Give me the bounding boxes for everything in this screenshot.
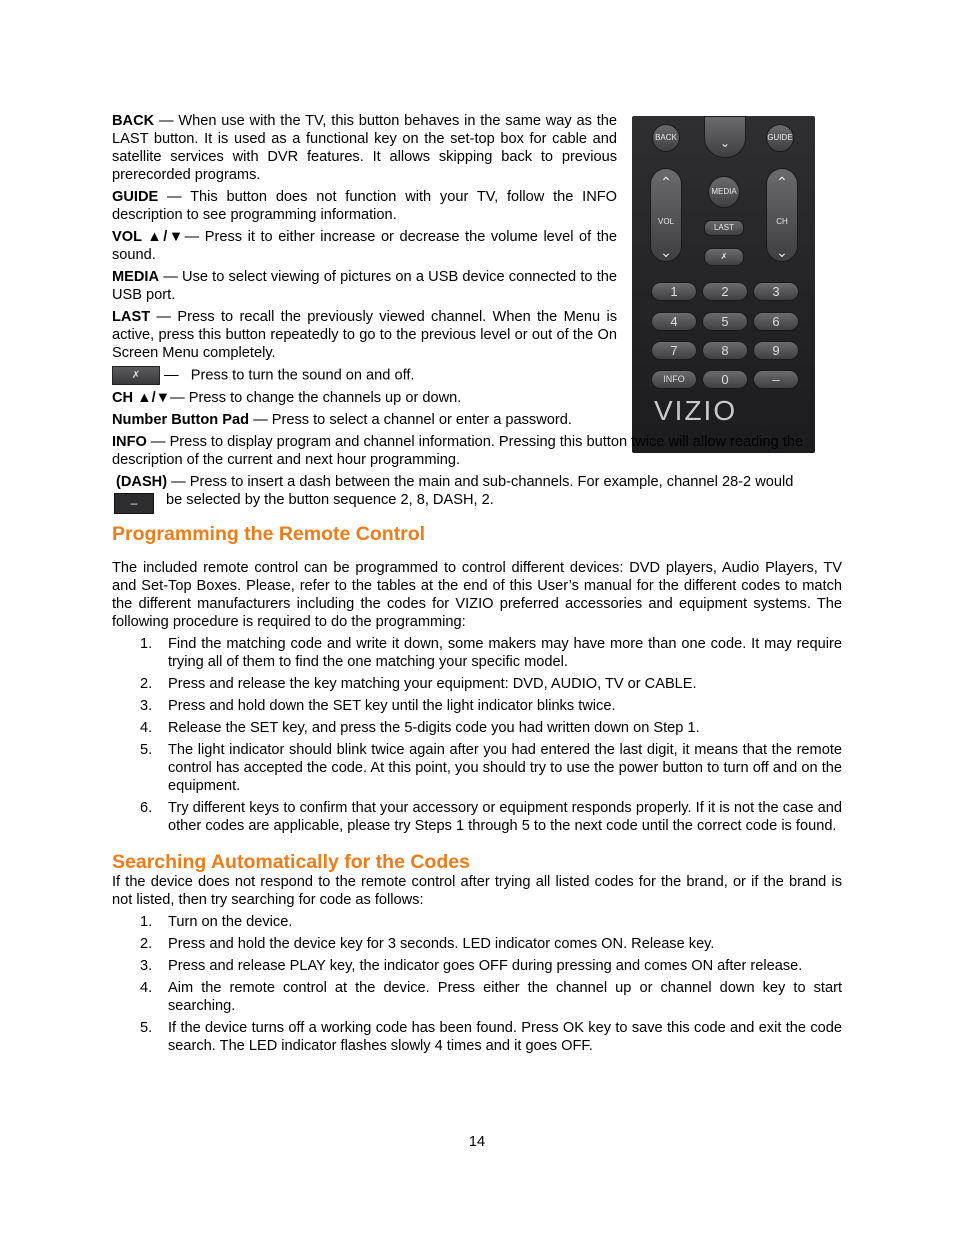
programming-intro: The included remote control can be programmed to control different devices: DVD players, Audio Players, TV and Set-Top Boxes. Please, refer to the tables at the end of this User’s manual for the different codes to match the different manufacturers including the codes for VIZIO preferred accessories and equipment systems. The following procedure is required to do the programming: [112, 560, 842, 630]
ch-text: — Press to change the channels up or down. [170, 390, 462, 406]
remote-back-button: BACK [652, 124, 680, 152]
guide-term: GUIDE [112, 189, 159, 205]
guide-description [112, 188, 617, 224]
info-description [112, 433, 842, 469]
last-description [112, 308, 617, 362]
step-text: Try different keys to confirm that your accessory or equipment responds properly. If it is not the case and other codes are applicable, please try Steps 1 through 5 to the next code until the correct code is found. [168, 800, 842, 834]
remote-digit-6: 6 [753, 312, 799, 331]
dash-line2: be selected by the button sequence 2, 8, DASH, 2. [166, 492, 494, 508]
programming-steps [112, 635, 842, 835]
remote-digit-0: 0 [702, 370, 748, 389]
step-text: Press and hold down the SET key until the light indicator blinks twice. [168, 698, 616, 714]
media-text: — Use to select viewing of pictures on a USB device connected to the USB port. [112, 269, 617, 303]
ch-down-icon: ⌄ [776, 244, 788, 260]
remote-digit-3: 3 [753, 282, 799, 301]
step-text: Press and release the key matching your equipment: DVD, AUDIO, TV or CABLE. [168, 676, 697, 692]
dash-term: (DASH) [116, 474, 168, 490]
step-text: If the device turns off a working code has been found. Press OK key to save this code and exit the code search. The LED indicator flashes slowly 4 times and it goes OFF. [168, 1020, 842, 1054]
media-description [112, 268, 617, 304]
step-number: 2. [140, 676, 153, 692]
remote-vol-label: VOL [657, 217, 674, 226]
last-text: — Press to recall the previously viewed channel. When the Menu is active, press this button repeatedly to go to the previous level or out of the On Screen Menu completely. [112, 309, 617, 361]
step-text: Press and release PLAY key, the indicator goes OFF during pressing and comes ON after release. [168, 958, 803, 974]
remote-nav-ring: ⌄ [704, 116, 746, 158]
vol-term: VOL ▲/▼ [112, 229, 185, 245]
step-number: 6. [140, 800, 153, 816]
searching-step [112, 1019, 842, 1055]
searching-step [112, 913, 842, 931]
numpad-text: — Press to select a channel or enter a password. [249, 412, 572, 428]
remote-digit-9: 9 [753, 341, 799, 360]
vol-description [112, 228, 617, 264]
mute-icon: ✗ [131, 370, 141, 381]
mute-description [112, 366, 617, 385]
searching-step [112, 935, 842, 953]
page-number: 14 [468, 1134, 486, 1150]
back-term: BACK [112, 113, 155, 129]
remote-digit-1: 1 [651, 282, 697, 301]
step-number: 3. [140, 698, 153, 714]
guide-text: — This button does not function with your TV, follow the INFO description to see programming information. [112, 189, 617, 223]
numpad-term: Number Button Pad [112, 412, 250, 428]
searching-step [112, 979, 842, 1015]
vol-down-icon: ⌄ [660, 244, 672, 260]
step-text: Turn on the device. [168, 914, 293, 930]
step-number: 5. [140, 1020, 153, 1036]
step-text: Release the SET key, and press the 5-digits code you had written down on Step 1. [168, 720, 700, 736]
vol-text: — Press it to either increase or decrease the volume level of the sound. [112, 229, 617, 263]
remote-digit-2: 2 [702, 282, 748, 301]
last-term: LAST [112, 309, 151, 325]
info-term: INFO [112, 434, 147, 450]
dash-text: — Press to insert a dash between the main and sub-channels. For example, channel 28-2 would [167, 474, 794, 490]
remote-media-button: MEDIA [708, 176, 740, 208]
step-text: Press and hold the device key for 3 seconds. LED indicator comes ON. Release key. [168, 936, 715, 952]
back-text: — When use with the TV, this button behaves in the same way as the LAST button. It is used as a functional key on the set-top box for cable and satellite services with DVR features. It allows skipping back to previous prerecorded programs. [112, 113, 617, 183]
remote-info-button: INFO [651, 370, 697, 389]
remote-digit-8: 8 [702, 341, 748, 360]
searching-heading: Searching Automatically for the Codes [112, 851, 470, 873]
remote-ch-label: CH [776, 217, 788, 226]
vol-up-icon: ⌃ [660, 174, 672, 190]
remote-digit-7: 7 [651, 341, 697, 360]
remote-guide-button: GUIDE [766, 124, 794, 152]
step-number: 1. [140, 636, 153, 652]
remote-digit-5: 5 [702, 312, 748, 331]
remote-last-button: LAST [704, 220, 744, 236]
mute-icon: ✗ [720, 252, 728, 261]
back-description [112, 112, 617, 184]
step-number: 3. [140, 958, 153, 974]
mute-button-image [112, 366, 160, 385]
page-content [112, 112, 842, 1059]
step-number: 4. [140, 980, 153, 996]
programming-step [112, 719, 842, 737]
step-text: Find the matching code and write it down, some makers may have more than one code. It may require trying all of them to find the one matching your specific model. [168, 636, 842, 670]
step-number: 1. [140, 914, 153, 930]
dash-button-image: – [114, 493, 154, 514]
ch-term: CH ▲/▼ [112, 390, 171, 406]
numpad-description [112, 411, 617, 429]
programming-step [112, 799, 842, 835]
ch-up-icon: ⌃ [776, 174, 788, 190]
dash-description [112, 473, 842, 513]
programming-step [112, 675, 842, 693]
step-text: Aim the remote control at the device. Press either the channel up or channel down key to start searching. [168, 980, 842, 1014]
step-text: The light indicator should blink twice again after you had entered the last digit, it means that the remote control has accepted the code. At this point, you should try to use the power button to turn off and on the equipment. [168, 742, 842, 794]
vizio-logo: VIZIO [654, 395, 738, 426]
media-term: MEDIA [112, 269, 160, 285]
dash-line1 [112, 473, 842, 491]
info-text: — Press to display program and channel information. Pressing this button twice will allow reading the description of the current and next hour programming. [112, 434, 804, 468]
searching-steps [112, 913, 842, 1055]
programming-heading: Programming the Remote Control [112, 523, 426, 545]
searching-intro: If the device does not respond to the remote control after trying all listed codes for the brand, or if the brand is not listed, then try searching for code as follows: [112, 874, 842, 908]
remote-digit-4: 4 [651, 312, 697, 331]
step-number: 4. [140, 720, 153, 736]
programming-step [112, 635, 842, 671]
remote-dash-button: – [753, 370, 799, 389]
step-number: 2. [140, 936, 153, 952]
searching-step [112, 957, 842, 975]
mute-text: — Press to turn the sound on and off. [160, 367, 415, 384]
programming-step [112, 741, 842, 795]
ch-description [112, 389, 617, 407]
programming-step [112, 697, 842, 715]
step-number: 5. [140, 742, 153, 758]
